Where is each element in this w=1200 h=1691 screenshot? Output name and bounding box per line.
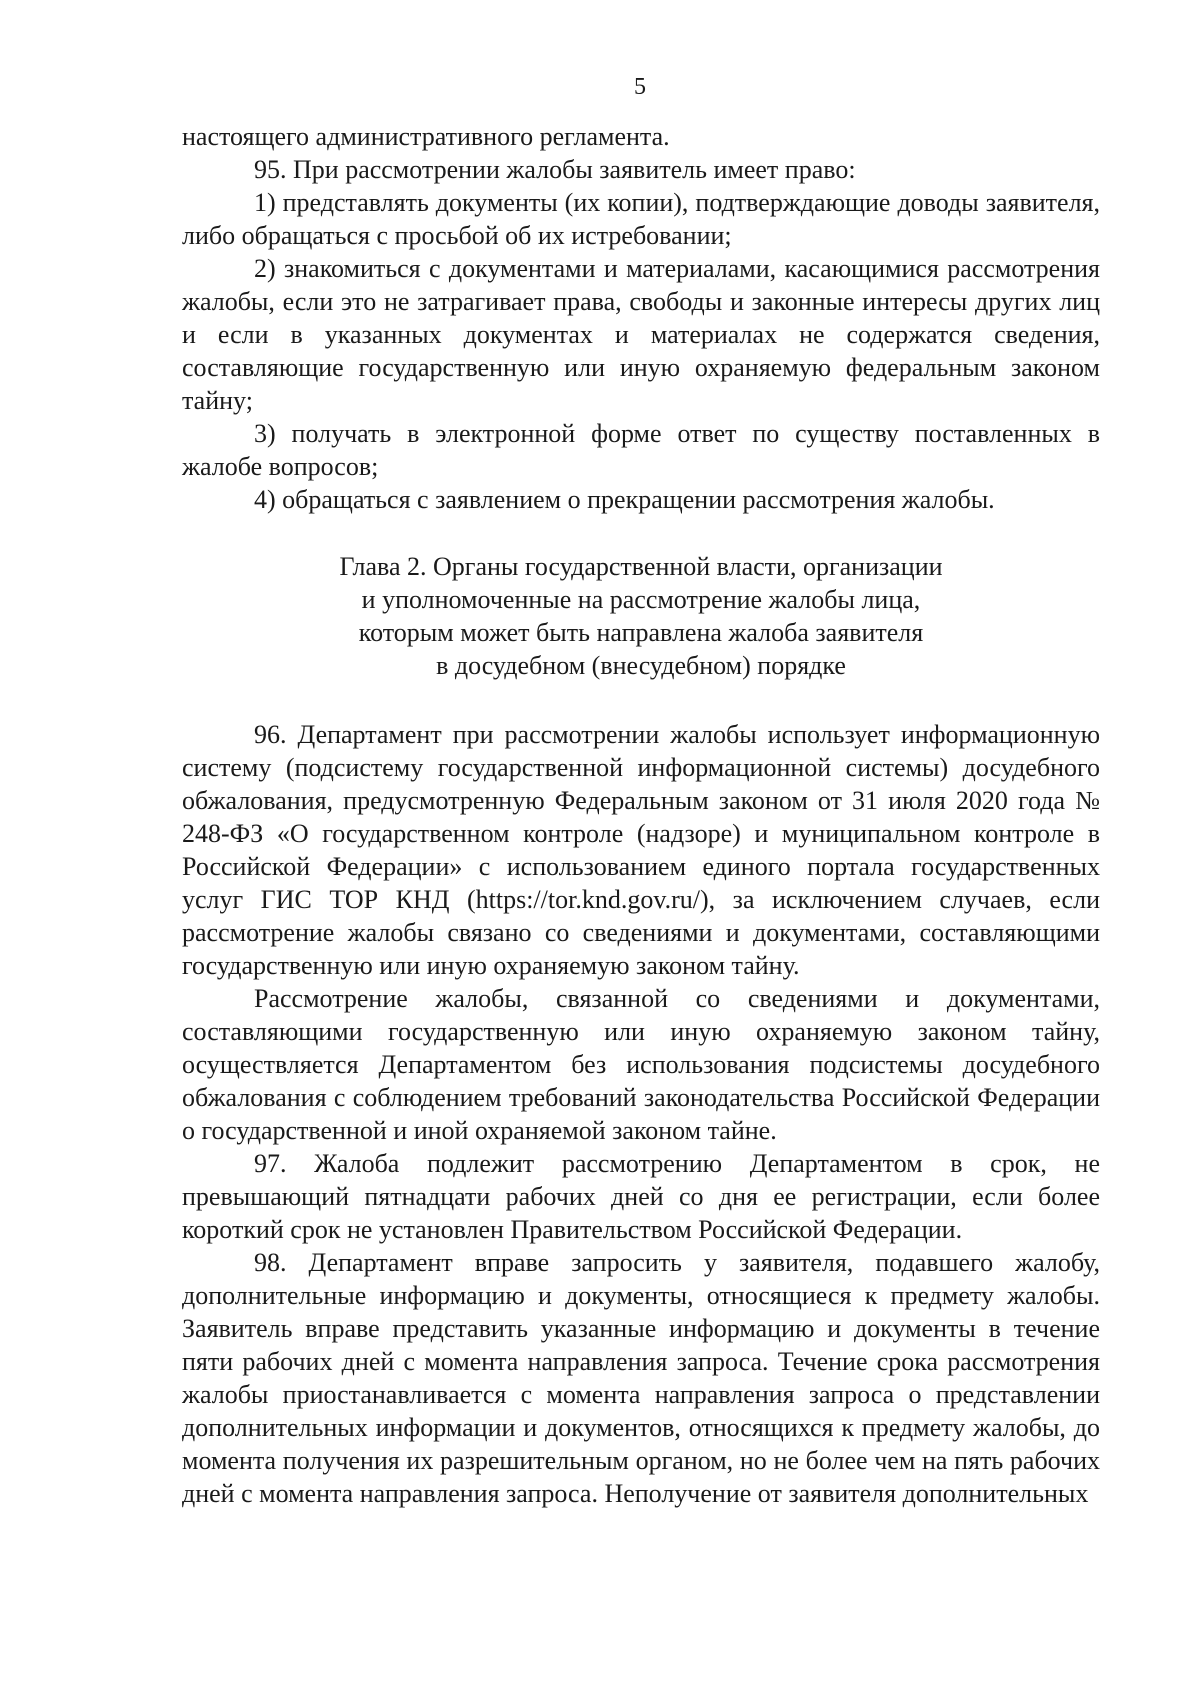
chapter-heading-line: и уполномоченные на рассмотрение жалобы лица, bbox=[361, 585, 921, 614]
paragraph: 1) представлять документы (их копии), подтверждающие доводы заявителя, либо обращаться с просьбой об их истребовании; bbox=[182, 188, 1100, 250]
paragraph: 97. Жалоба подлежит рассмотрению Департаментом в срок, не превышающий пятнадцати рабочих дней со дня ее регистрации, если более короткий срок не установлен Правительством Российской Федерации. bbox=[182, 1149, 1100, 1244]
chapter-heading-line: в досудебном (внесудебном) порядке bbox=[436, 651, 846, 680]
section-after-heading bbox=[182, 718, 1100, 1510]
paragraph: 95. При рассмотрении жалобы заявитель имеет право: bbox=[254, 155, 856, 184]
chapter-heading bbox=[182, 550, 1100, 682]
paragraph: Рассмотрение жалобы, связанной со сведениями и документами, составляющими государственную или иную охраняемую законом тайну, осуществляется Департаментом без использования подсистемы досудебного обжалования с соблюдением требований законодательства Российской Федерации о государственной и иной охраняемой законом тайне. bbox=[182, 984, 1100, 1145]
paragraph: 3) получать в электронной форме ответ по существу поставленных в жалобе вопросов; bbox=[182, 419, 1100, 481]
paragraph: 2) знакомиться с документами и материалами, касающимися рассмотрения жалобы, если это не затрагивает права, свободы и законные интересы других лиц и если в указанных документах и материалах не содержатся сведения, составляющие государственную или иную охраняемую федеральным законом тайну; bbox=[182, 254, 1100, 415]
paragraph: 98. Департамент вправе запросить у заявителя, подавшего жалобу, дополнительные информацию и документы, относящиеся к предмету жалобы. Заявитель вправе представить указанные информацию и документы в течение пяти рабочих дней с момента направления запроса. Течение срока рассмотрения жалобы приостанавливается с момента направления запроса о представлении дополнительных информации и документов, относящихся к предмету жалобы, до момента получения их разрешительным органом, но не более чем на пять рабочих дней с момента направления запроса. Неполучение от заявителя дополнительных bbox=[182, 1248, 1100, 1508]
document-body bbox=[182, 120, 1100, 1510]
paragraph: 96. Департамент при рассмотрении жалобы использует информационную систему (подсистему государственной информационной системы) досудебного обжалования, предусмотренную Федеральным законом от 31 июля 2020 года № 248-ФЗ «О государственном контроле (надзоре) и муниципальном контроле в Российской Федерации» с использованием единого портала государственных услуг ГИС ТОР КНД (https://tor.knd.gov.ru/), за исключением случаев, если рассмотрение жалобы связано со сведениями и документами, составляющими государственную или иную охраняемую законом тайну. bbox=[182, 720, 1100, 980]
chapter-heading-line: которым может быть направлена жалоба заявителя bbox=[358, 618, 924, 647]
chapter-heading-line: Глава 2. Органы государственной власти, организации bbox=[339, 552, 943, 581]
paragraph: 4) обращаться с заявлением о прекращении рассмотрения жалобы. bbox=[254, 485, 995, 514]
section-before-heading bbox=[182, 120, 1100, 516]
page-number: 5 bbox=[634, 74, 646, 100]
paragraph: настоящего административного регламента. bbox=[182, 122, 670, 151]
